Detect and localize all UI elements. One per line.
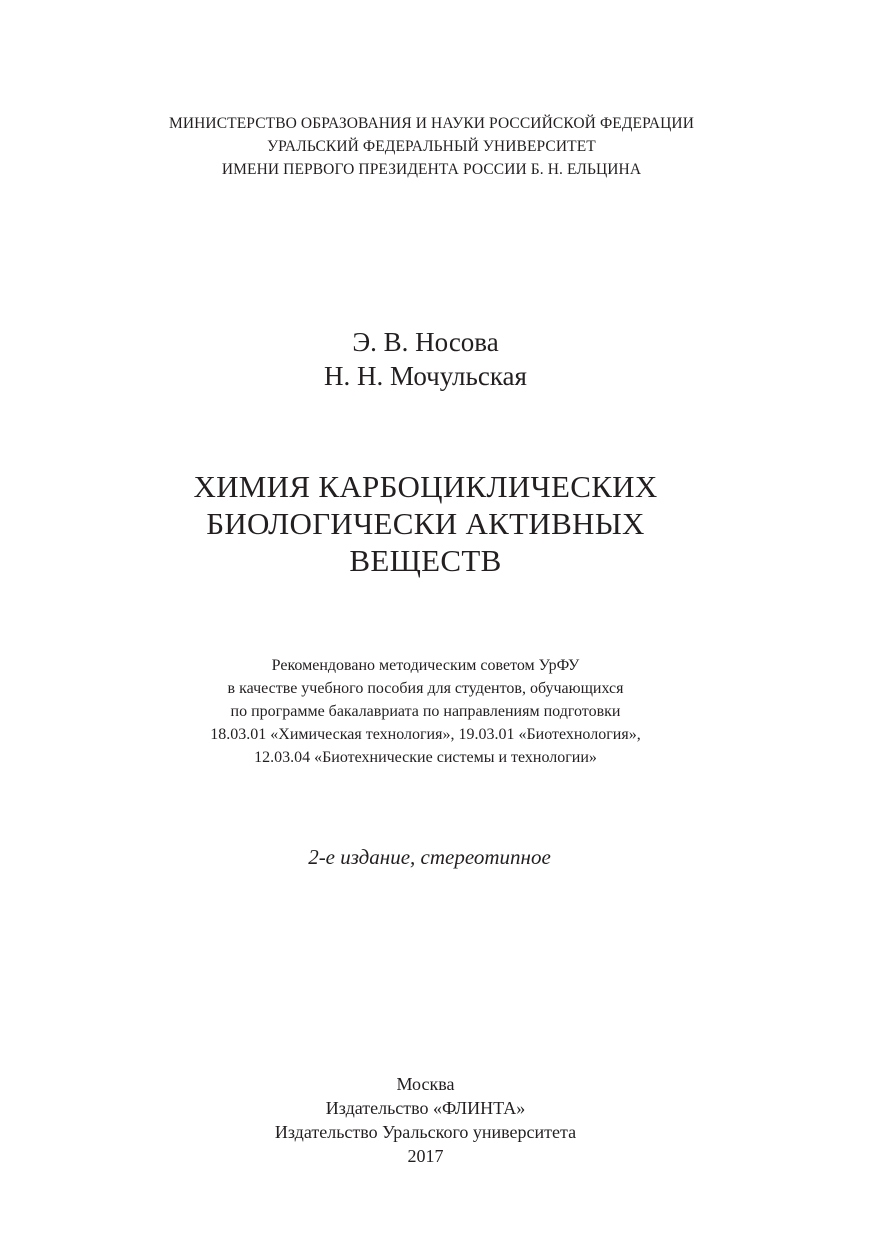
recommendation-line-4: 18.03.01 «Химическая технология», 19.03.01 «Биотехнология», [210, 726, 641, 743]
university-line: УРАЛЬСКИЙ ФЕДЕРАЛЬНЫЙ УНИВЕРСИТЕТ [267, 138, 596, 155]
authors [0, 325, 863, 393]
recommendation-line-3: по программе бакалавриата по направлениям подготовки [230, 703, 621, 720]
ministry-line: МИНИСТЕРСТВО ОБРАЗОВАНИЯ И НАУКИ РОССИЙСКОЙ ФЕДЕРАЦИИ [168, 115, 695, 132]
edition-note: 2-е издание, стереотипное [308, 845, 551, 869]
imprint-year: 2017 [407, 1146, 444, 1166]
ministry-header [0, 112, 869, 181]
university-name-line: ИМЕНИ ПЕРВОГО ПРЕЗИДЕНТА РОССИИ Б. Н. ЕЛЬЦИНА [221, 161, 642, 178]
imprint-publisher-2: Издательство Уральского университета [274, 1122, 577, 1142]
author-2: Н. Н. Мочульская [324, 361, 527, 391]
recommendation-text [0, 654, 863, 769]
book-title-line-1: ХИМИЯ КАРБОЦИКЛИЧЕСКИХ [193, 469, 658, 504]
imprint-publisher-1: Издательство «ФЛИНТА» [325, 1098, 526, 1118]
author-1: Э. В. Носова [352, 327, 499, 357]
recommendation-line-1: Рекомендовано методическим советом УрФУ [271, 657, 580, 674]
book-title-line-2: БИОЛОГИЧЕСКИ АКТИВНЫХ [206, 506, 645, 541]
book-title-line-3: ВЕЩЕСТВ [349, 543, 502, 578]
imprint-city: Москва [396, 1074, 455, 1094]
imprint [0, 1072, 863, 1168]
recommendation-line-2: в качестве учебного пособия для студентов, обучающихся [227, 680, 624, 697]
book-title [0, 468, 863, 579]
recommendation-line-5: 12.03.04 «Биотехнические системы и технологии» [254, 749, 597, 766]
